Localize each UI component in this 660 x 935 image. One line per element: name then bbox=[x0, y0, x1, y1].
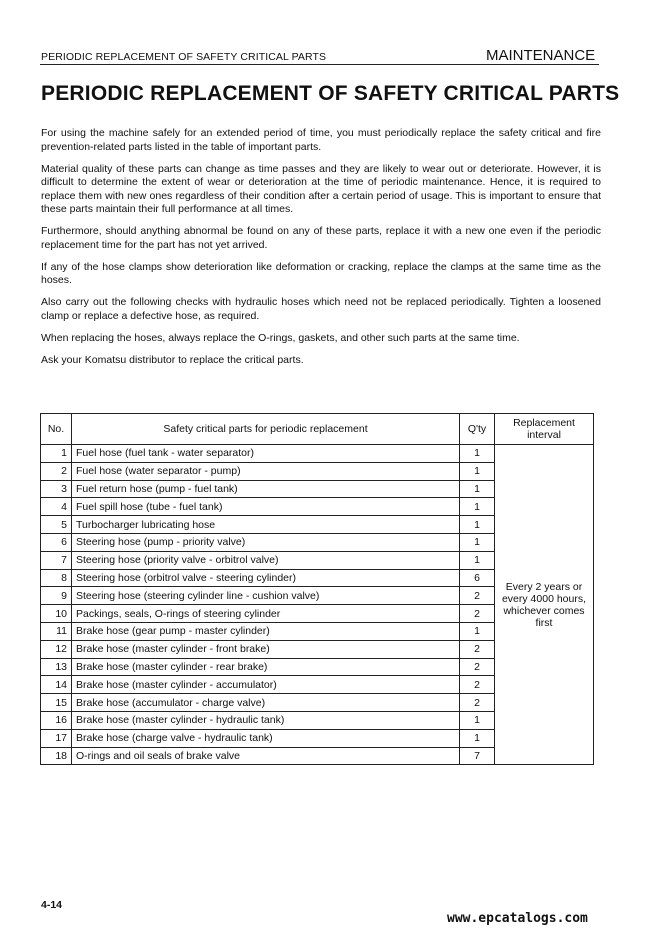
part-quantity: 2 bbox=[460, 640, 495, 658]
paragraph: For using the machine safely for an extended period of time, you must periodically replace the safety critical and fire prevention-related parts listed in the table of important parts. bbox=[41, 127, 601, 153]
part-quantity: 2 bbox=[460, 587, 495, 605]
part-name: Brake hose (charge valve - hydraulic tank) bbox=[72, 729, 460, 747]
row-number: 5 bbox=[41, 516, 72, 534]
part-quantity: 1 bbox=[460, 480, 495, 498]
row-number: 18 bbox=[41, 747, 72, 765]
row-number: 2 bbox=[41, 462, 72, 480]
part-name: Brake hose (master cylinder - accumulator) bbox=[72, 676, 460, 694]
part-name: Fuel spill hose (tube - fuel tank) bbox=[72, 498, 460, 516]
row-number: 8 bbox=[41, 569, 72, 587]
running-header-chapter: MAINTENANCE bbox=[486, 47, 596, 64]
part-name: Brake hose (master cylinder - front brake) bbox=[72, 640, 460, 658]
part-name: Brake hose (master cylinder - hydraulic tank) bbox=[72, 711, 460, 729]
part-name: Steering hose (orbitrol valve - steering cylinder) bbox=[72, 569, 460, 587]
part-quantity: 2 bbox=[460, 605, 495, 623]
row-number: 6 bbox=[41, 533, 72, 551]
part-quantity: 2 bbox=[460, 676, 495, 694]
part-name: O-rings and oil seals of brake valve bbox=[72, 747, 460, 765]
paragraph: When replacing the hoses, always replace the O-rings, gaskets, and other such parts at the same time. bbox=[41, 331, 520, 344]
page-title: PERIODIC REPLACEMENT OF SAFETY CRITICAL PARTS bbox=[41, 82, 620, 105]
part-quantity: 7 bbox=[460, 747, 495, 765]
table-header-row bbox=[41, 414, 594, 445]
row-number: 16 bbox=[41, 711, 72, 729]
row-number: 4 bbox=[41, 498, 72, 516]
row-number: 7 bbox=[41, 551, 72, 569]
part-quantity: 1 bbox=[460, 551, 495, 569]
part-name: Turbocharger lubricating hose bbox=[72, 516, 460, 534]
paragraph: Material quality of these parts can change as time passes and they are likely to wear out or deteriorate. However, it is difficult to determine the extent of wear or deterioration at the time of periodic maintenance. Hence, it is required to replace them with new ones regardless of their condition after a certain period of usage. This is important to ensure that these parts maintain their full performance at all times. bbox=[41, 162, 601, 215]
header-part: Safety critical parts for periodic replacement bbox=[72, 414, 460, 445]
part-quantity: 1 bbox=[460, 498, 495, 516]
header-interval: Replacement interval bbox=[495, 414, 594, 445]
row-number: 12 bbox=[41, 640, 72, 658]
body-text bbox=[41, 127, 601, 376]
part-name: Brake hose (gear pump - master cylinder) bbox=[72, 622, 460, 640]
part-name: Brake hose (master cylinder - rear brake) bbox=[72, 658, 460, 676]
paragraph: If any of the hose clamps show deterioration like deformation or cracking, replace the clamps at the same time as the hoses. bbox=[41, 260, 601, 286]
row-number: 17 bbox=[41, 729, 72, 747]
paragraph: Ask your Komatsu distributor to replace the critical parts. bbox=[41, 353, 304, 366]
part-quantity: 1 bbox=[460, 516, 495, 534]
page-number: 4-14 bbox=[41, 899, 63, 911]
part-name: Steering hose (pump - priority valve) bbox=[72, 533, 460, 551]
row-number: 9 bbox=[41, 587, 72, 605]
row-number: 15 bbox=[41, 694, 72, 712]
part-quantity: 1 bbox=[460, 711, 495, 729]
parts-table bbox=[40, 413, 594, 765]
part-name: Packings, seals, O-rings of steering cylinder bbox=[72, 605, 460, 623]
running-header-title: PERIODIC REPLACEMENT OF SAFETY CRITICAL PARTS bbox=[41, 51, 327, 63]
row-number: 1 bbox=[41, 445, 72, 463]
paragraph: Furthermore, should anything abnormal be found on any of these parts, replace it with a new one even if the periodic replacement time for the part has not yet arrived. bbox=[41, 225, 601, 251]
row-number: 11 bbox=[41, 622, 72, 640]
watermark-url: www.epcatalogs.com bbox=[447, 911, 588, 926]
part-quantity: 6 bbox=[460, 569, 495, 587]
part-name: Steering hose (priority valve - orbitrol valve) bbox=[72, 551, 460, 569]
part-name: Fuel hose (water separator - pump) bbox=[72, 462, 460, 480]
part-quantity: 2 bbox=[460, 658, 495, 676]
row-number: 10 bbox=[41, 605, 72, 623]
part-quantity: 1 bbox=[460, 445, 495, 463]
header-divider bbox=[40, 64, 599, 65]
part-name: Brake hose (accumulator - charge valve) bbox=[72, 694, 460, 712]
row-number: 13 bbox=[41, 658, 72, 676]
paragraph: Also carry out the following checks with hydraulic hoses which need not be replaced periodically. Tighten a loosened clamp or replace a defective hose, as required. bbox=[41, 296, 601, 322]
header-qty: Q'ty bbox=[460, 414, 495, 445]
row-number: 3 bbox=[41, 480, 72, 498]
part-quantity: 1 bbox=[460, 462, 495, 480]
part-name: Fuel hose (fuel tank - water separator) bbox=[72, 445, 460, 463]
part-quantity: 1 bbox=[460, 729, 495, 747]
replacement-interval: Every 2 years or every 4000 hours, whichever comes first bbox=[495, 445, 594, 765]
row-number: 14 bbox=[41, 676, 72, 694]
part-quantity: 1 bbox=[460, 533, 495, 551]
part-quantity: 1 bbox=[460, 622, 495, 640]
part-name: Steering hose (steering cylinder line - cushion valve) bbox=[72, 587, 460, 605]
part-quantity: 2 bbox=[460, 694, 495, 712]
part-name: Fuel return hose (pump - fuel tank) bbox=[72, 480, 460, 498]
table-row bbox=[41, 445, 594, 463]
header-no: No. bbox=[41, 414, 72, 445]
